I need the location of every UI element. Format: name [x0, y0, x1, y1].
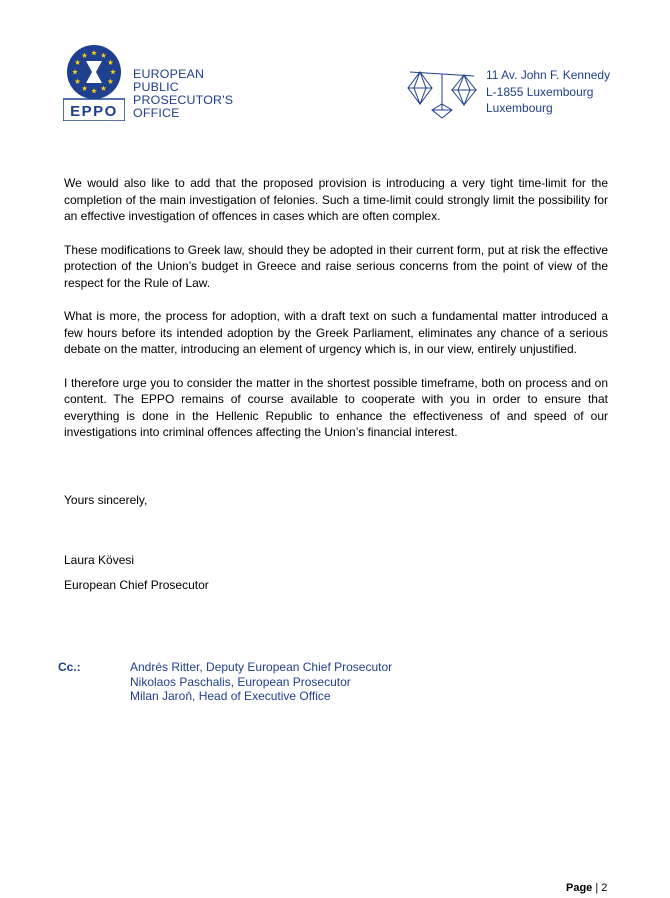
page-label: Page: [566, 882, 593, 894]
logo-line: PROSECUTOR'S: [133, 93, 234, 107]
eppo-emblem-icon: [63, 43, 125, 121]
cc-label: Cc.:: [58, 660, 81, 674]
logo-line: PUBLIC: [133, 80, 179, 94]
page-number: [566, 882, 607, 894]
body-paragraph: What is more, the process for adoption, with a draft text on such a fundamental matter introduced a few hours before its intended adoption by the Greek Parliament, eliminates any chance of a serious debate on the matter, introducing an element of urgency which is, in our view, entirely unjustified.: [64, 309, 608, 356]
letter-body: [64, 175, 608, 458]
cc-recipients: [130, 660, 392, 704]
page-number-value: 2: [601, 882, 608, 894]
page-separator: |: [595, 882, 599, 894]
cc-recipient: Nikolaos Paschalis, European Prosecutor: [130, 674, 351, 689]
closing-salutation: Yours sincerely,: [64, 493, 148, 507]
body-paragraph: We would also like to add that the proposed provision is introducing a very tight time-limit for the completion of the main investigation of felonies. Such a time-limit could strongly limit the possibility for an effective investigation of offences in cases which are often complex.: [64, 176, 608, 223]
sender-address: [486, 67, 610, 117]
body-paragraph: These modifications to Greek law, should they be adopted in their current form, put at risk the effective protection of the Union’s budget in Greece and raise serious concerns from the point of view of the respect for the Rule of Law.: [64, 242, 608, 290]
logo-wordmark: [133, 68, 233, 120]
logo-line: OFFICE: [133, 106, 180, 120]
body-paragraph: I therefore urge you to consider the matter in the shortest possible timeframe, both on process and on content. The EPPO remains of course available to cooperate with you in order to ensure that everything is done in the Hellenic Republic to enhance the effectiveness of and speed of our investigations into criminal offences affecting the Union’s financial interest.: [64, 375, 608, 439]
address-line: L-1855 Luxembourg: [486, 84, 594, 99]
cc-recipient: Andrés Ritter, Deputy European Chief Prosecutor: [130, 660, 393, 674]
signatory-name: Laura Kövesi: [64, 553, 135, 567]
cc-recipient: Milan Jaroň, Head of Executive Office: [130, 689, 331, 703]
address-line: Luxembourg: [486, 101, 553, 115]
logo-line: EUROPEAN: [133, 67, 205, 81]
address-line: 11 Av. John F. Kennedy: [486, 68, 611, 82]
logo-acronym: EPPO: [70, 103, 118, 120]
scales-icon: [406, 66, 480, 122]
signatory-title: European Chief Prosecutor: [64, 578, 209, 592]
eppo-logo: [63, 43, 125, 121]
